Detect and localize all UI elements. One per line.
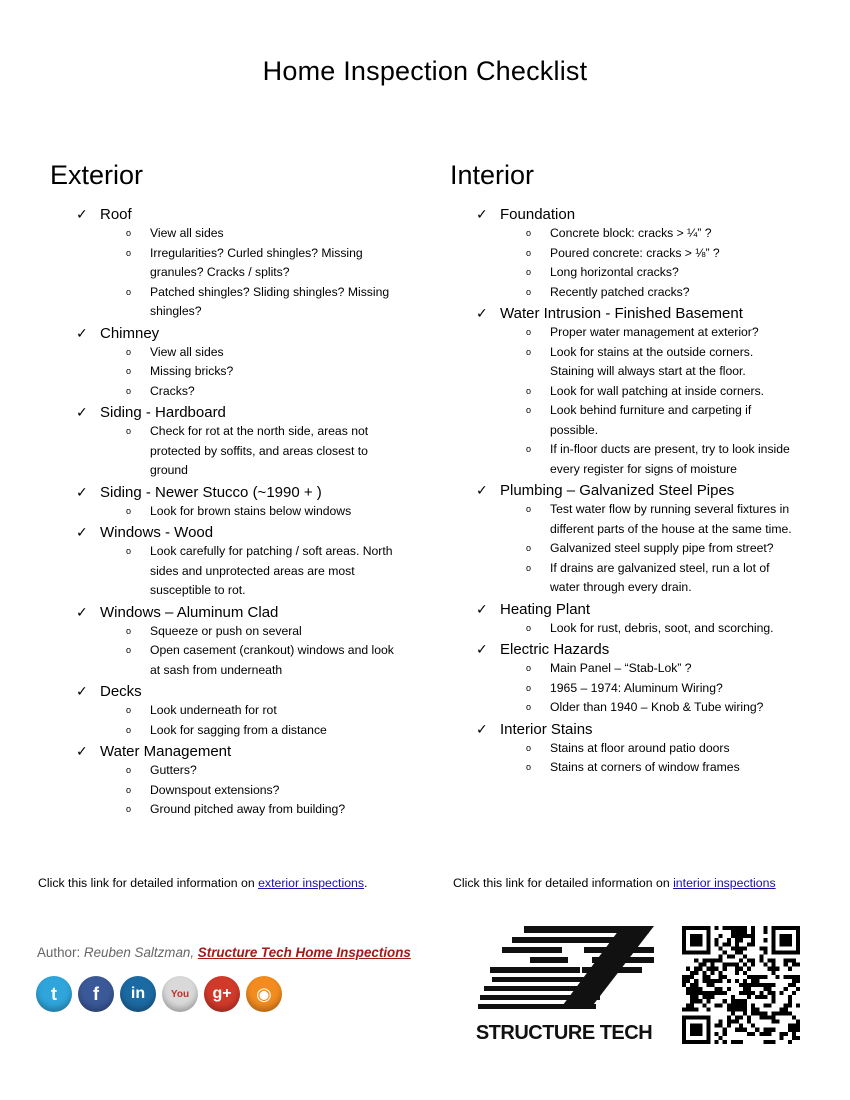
circle-bullet-icon: o [126, 804, 132, 814]
checkmark-icon: ✓ [76, 524, 88, 540]
section-items [124, 622, 440, 681]
checkmark-icon: ✓ [76, 603, 88, 620]
checkmark-icon: ✓ [76, 206, 88, 222]
list-item [124, 422, 440, 481]
list-item-text: Stains at corners of window frames [550, 760, 740, 774]
circle-bullet-icon: o [126, 426, 132, 436]
list-item [124, 362, 440, 382]
checkmark-icon: ✓ [76, 404, 88, 420]
section-title [76, 403, 440, 422]
exterior-inspections-link[interactable]: exterior inspections [258, 876, 365, 890]
facebook-icon[interactable]: f [78, 976, 114, 1012]
list-item [524, 739, 840, 759]
circle-bullet-icon: o [126, 784, 132, 795]
section-title [476, 720, 840, 739]
circle-bullet-icon: o [126, 247, 132, 258]
list-item-text: Cracks? [150, 383, 195, 398]
circle-bullet-icon: o [126, 546, 132, 556]
list-item-text: Recently patched cracks? [550, 284, 690, 299]
list-item [524, 539, 840, 559]
list-item [124, 224, 440, 244]
list-item [524, 698, 840, 718]
circle-bullet-icon: o [526, 405, 532, 415]
section-title-text: Water Management [100, 743, 232, 760]
section-items [124, 224, 440, 322]
list-item [124, 622, 440, 642]
list-item [524, 283, 840, 303]
checklist-section [76, 603, 440, 681]
exterior-link-suffix: . [364, 876, 368, 890]
circle-bullet-icon: o [126, 366, 132, 376]
list-item-text: Proper water management at exterior? [550, 325, 759, 339]
circle-bullet-icon: o [126, 505, 132, 516]
circle-bullet-icon: o [526, 327, 532, 337]
section-title-text: Decks [100, 683, 142, 700]
list-item [124, 542, 440, 601]
section-title-text: Siding - Newer Stucco (~1990 + ) [100, 483, 322, 501]
circle-bullet-icon: o [126, 765, 132, 775]
rss-icon[interactable]: ◉ [246, 976, 282, 1012]
list-item-text: View all sides [150, 226, 224, 240]
exterior-link-line [38, 876, 367, 890]
section-items [524, 619, 840, 639]
list-item-text: Look for rust, debris, soot, and scorching. [550, 620, 774, 635]
list-item-text: Patched shingles? Sliding shingles? Missing shingles? [150, 284, 390, 318]
list-item-text: Look for brown stains below windows [150, 503, 352, 518]
circle-bullet-icon: o [526, 742, 532, 753]
list-item-text: Look for sagging from a distance [150, 722, 327, 737]
checkmark-icon: ✓ [476, 206, 488, 222]
google-plus-icon[interactable]: g+ [204, 976, 240, 1012]
twitter-icon[interactable]: t [36, 976, 72, 1012]
checklist-section [476, 640, 840, 718]
section-items [124, 701, 440, 740]
circle-bullet-icon: o [526, 762, 532, 772]
list-item-text: If drains are galvanized steel, run a lot of water through every drain. [550, 560, 770, 594]
circle-bullet-icon: o [526, 228, 532, 238]
circle-bullet-icon: o [526, 682, 532, 693]
circle-bullet-icon: o [526, 543, 532, 553]
list-item-text: Main Panel – “Stab-Lok” ? [550, 661, 692, 675]
checklist-section [476, 481, 840, 598]
section-title [76, 523, 440, 542]
section-title-text: Windows – Aluminum Clad [100, 603, 279, 621]
section-title-text: Roof [100, 206, 132, 223]
list-item [124, 721, 440, 741]
exterior-heading: Exterior [50, 160, 144, 190]
circle-bullet-icon: o [526, 385, 532, 396]
checklist-section [76, 403, 440, 481]
section-items [124, 422, 440, 481]
checkmark-icon: ✓ [76, 483, 88, 500]
list-item [124, 800, 440, 820]
circle-bullet-icon: o [126, 385, 132, 396]
section-title [76, 742, 440, 761]
section-title [76, 324, 440, 343]
list-item-text: Older than 1940 – Knob & Tube wiring? [550, 700, 764, 714]
list-item [524, 500, 840, 539]
social-icons [36, 976, 282, 1012]
list-item [524, 679, 840, 699]
section-items [124, 502, 440, 522]
section-items [124, 761, 440, 820]
section-title [476, 481, 840, 500]
interior-column [450, 160, 840, 778]
interior-link-line [453, 876, 776, 890]
list-item [524, 401, 840, 440]
circle-bullet-icon: o [526, 346, 532, 357]
section-items [524, 659, 840, 718]
list-item-text: Check for rot at the north side, areas not protected by soffits, and areas closest to ground [150, 424, 369, 477]
section-title-text: Windows - Wood [100, 524, 214, 541]
section-title-text: Interior Stains [500, 720, 593, 738]
company-link[interactable]: Structure Tech Home Inspections [197, 945, 411, 960]
list-item [524, 619, 840, 639]
circle-bullet-icon: o [526, 267, 532, 277]
list-item [524, 440, 840, 479]
section-title-text: Plumbing – Galvanized Steel Pipes [500, 482, 735, 499]
list-item-text: Look carefully for patching / soft areas. North sides and unprotected areas are most susceptible to rot. [150, 544, 393, 597]
section-title-text: Water Intrusion - Finished Basement [500, 305, 743, 322]
checkmark-icon: ✓ [76, 324, 88, 341]
list-item [124, 283, 440, 322]
list-item [124, 502, 440, 522]
list-item-text: Look for wall patching at inside corners. [550, 383, 765, 398]
checkmark-icon: ✓ [476, 641, 488, 657]
list-item-text: Downspout extensions? [150, 782, 280, 797]
checkmark-icon: ✓ [76, 743, 88, 759]
page-title: Home Inspection Checklist [262, 56, 588, 86]
interior-link-prefix: Click this link for detailed information on [453, 876, 674, 890]
checklist-section [476, 304, 840, 479]
checkmark-icon: ✓ [476, 482, 488, 498]
circle-bullet-icon: o [126, 286, 132, 297]
logo-text: STRUCTURE TECH [475, 1022, 653, 1044]
list-item [124, 382, 440, 402]
exterior-link-prefix: Click this link for detailed information on [38, 876, 259, 890]
list-item-text: Open casement (crankout) windows and look at sash from underneath [150, 643, 394, 677]
section-title [476, 205, 840, 224]
list-item-text: Test water flow by running several fixtures in different parts of the house at the same time. [550, 502, 792, 536]
section-title [476, 600, 840, 619]
circle-bullet-icon: o [126, 346, 132, 357]
linkedin-icon[interactable]: in [120, 976, 156, 1012]
list-item-text: Long horizontal cracks? [550, 265, 679, 279]
interior-heading: Interior [450, 160, 535, 190]
exterior-column [50, 160, 440, 820]
interior-inspections-link[interactable]: interior inspections [673, 876, 776, 890]
section-items [524, 739, 840, 778]
section-title [76, 483, 440, 502]
list-item [524, 659, 840, 679]
list-item-text: Look underneath for rot [150, 703, 277, 717]
list-item [524, 343, 840, 382]
checkmark-icon: ✓ [76, 683, 88, 699]
list-item-text: Gutters? [150, 763, 197, 777]
section-title-text: Chimney [100, 324, 160, 342]
list-item-text: 1965 – 1974: Aluminum Wiring? [550, 680, 723, 695]
qr-code[interactable] [682, 926, 800, 1044]
checkmark-icon: ✓ [476, 305, 488, 321]
list-item [124, 761, 440, 781]
list-item-text: Look for stains at the outside corners. Staining will always start at the floor. [550, 344, 754, 378]
list-item [124, 244, 440, 283]
list-item [524, 263, 840, 283]
checklist-section [76, 682, 440, 740]
interior-sections [450, 205, 840, 778]
circle-bullet-icon: o [526, 286, 532, 297]
circle-bullet-icon: o [526, 622, 532, 633]
list-item [124, 701, 440, 721]
list-item [524, 224, 840, 244]
section-title-text: Foundation [500, 206, 576, 223]
checklist-section [76, 523, 440, 601]
circle-bullet-icon: o [526, 562, 532, 573]
checklist-section [476, 720, 840, 778]
checklist-section [76, 205, 440, 322]
circle-bullet-icon: o [126, 645, 132, 655]
section-title [76, 682, 440, 701]
section-items [524, 500, 840, 598]
circle-bullet-icon: o [126, 625, 132, 636]
author-label: Author: [37, 945, 84, 960]
youtube-icon[interactable]: You [162, 976, 198, 1012]
circle-bullet-icon: o [526, 444, 532, 454]
section-title [76, 603, 440, 622]
section-items [124, 343, 440, 402]
section-items [524, 224, 840, 302]
checkmark-icon: ✓ [476, 720, 488, 737]
section-title [76, 205, 440, 224]
list-item-text: Squeeze or push on several [150, 623, 302, 638]
section-items [524, 323, 840, 479]
circle-bullet-icon: o [126, 724, 132, 735]
author-line [37, 945, 411, 960]
list-item [124, 781, 440, 801]
circle-bullet-icon: o [526, 702, 532, 712]
checkmark-icon: ✓ [476, 600, 488, 617]
section-items [124, 542, 440, 601]
checklist-section [76, 742, 440, 820]
circle-bullet-icon: o [526, 504, 532, 514]
list-item-text: Missing bricks? [150, 364, 234, 378]
list-item-text: Look behind furniture and carpeting if possible. [550, 403, 752, 437]
list-item-text: View all sides [150, 344, 224, 359]
exterior-sections [50, 205, 440, 820]
checklist-section [476, 600, 840, 639]
list-item [124, 343, 440, 363]
list-item-text: Ground pitched away from building? [150, 802, 346, 816]
list-item-text: Galvanized steel supply pipe from street? [550, 541, 774, 555]
list-item [524, 244, 840, 264]
section-title-text: Siding - Hardboard [100, 404, 226, 421]
circle-bullet-icon: o [126, 705, 132, 715]
list-item-text: Stains at floor around patio doors [550, 740, 730, 755]
list-item [524, 559, 840, 598]
section-title [476, 640, 840, 659]
section-title [476, 304, 840, 323]
list-item-text: If in-floor ducts are present, try to look inside every register for signs of moisture [550, 442, 790, 476]
list-item-text: Poured concrete: cracks > ⅛” ? [550, 245, 720, 260]
circle-bullet-icon: o [526, 247, 532, 258]
circle-bullet-icon: o [526, 663, 532, 673]
circle-bullet-icon: o [126, 228, 132, 238]
structure-tech-logo [472, 926, 657, 1046]
list-item-text: Irregularities? Curled shingles? Missing granules? Cracks / splits? [150, 245, 363, 279]
list-item [124, 641, 440, 680]
checklist-section [76, 483, 440, 522]
list-item [524, 382, 840, 402]
checklist-section [76, 324, 440, 402]
list-item-text: Concrete block: cracks > ¼” ? [550, 226, 712, 240]
list-item [524, 758, 840, 778]
author-name: Reuben Saltzman, [83, 945, 198, 960]
section-title-text: Electric Hazards [500, 641, 610, 658]
checklist-section [476, 205, 840, 302]
list-item [524, 323, 840, 343]
section-title-text: Heating Plant [500, 600, 591, 618]
